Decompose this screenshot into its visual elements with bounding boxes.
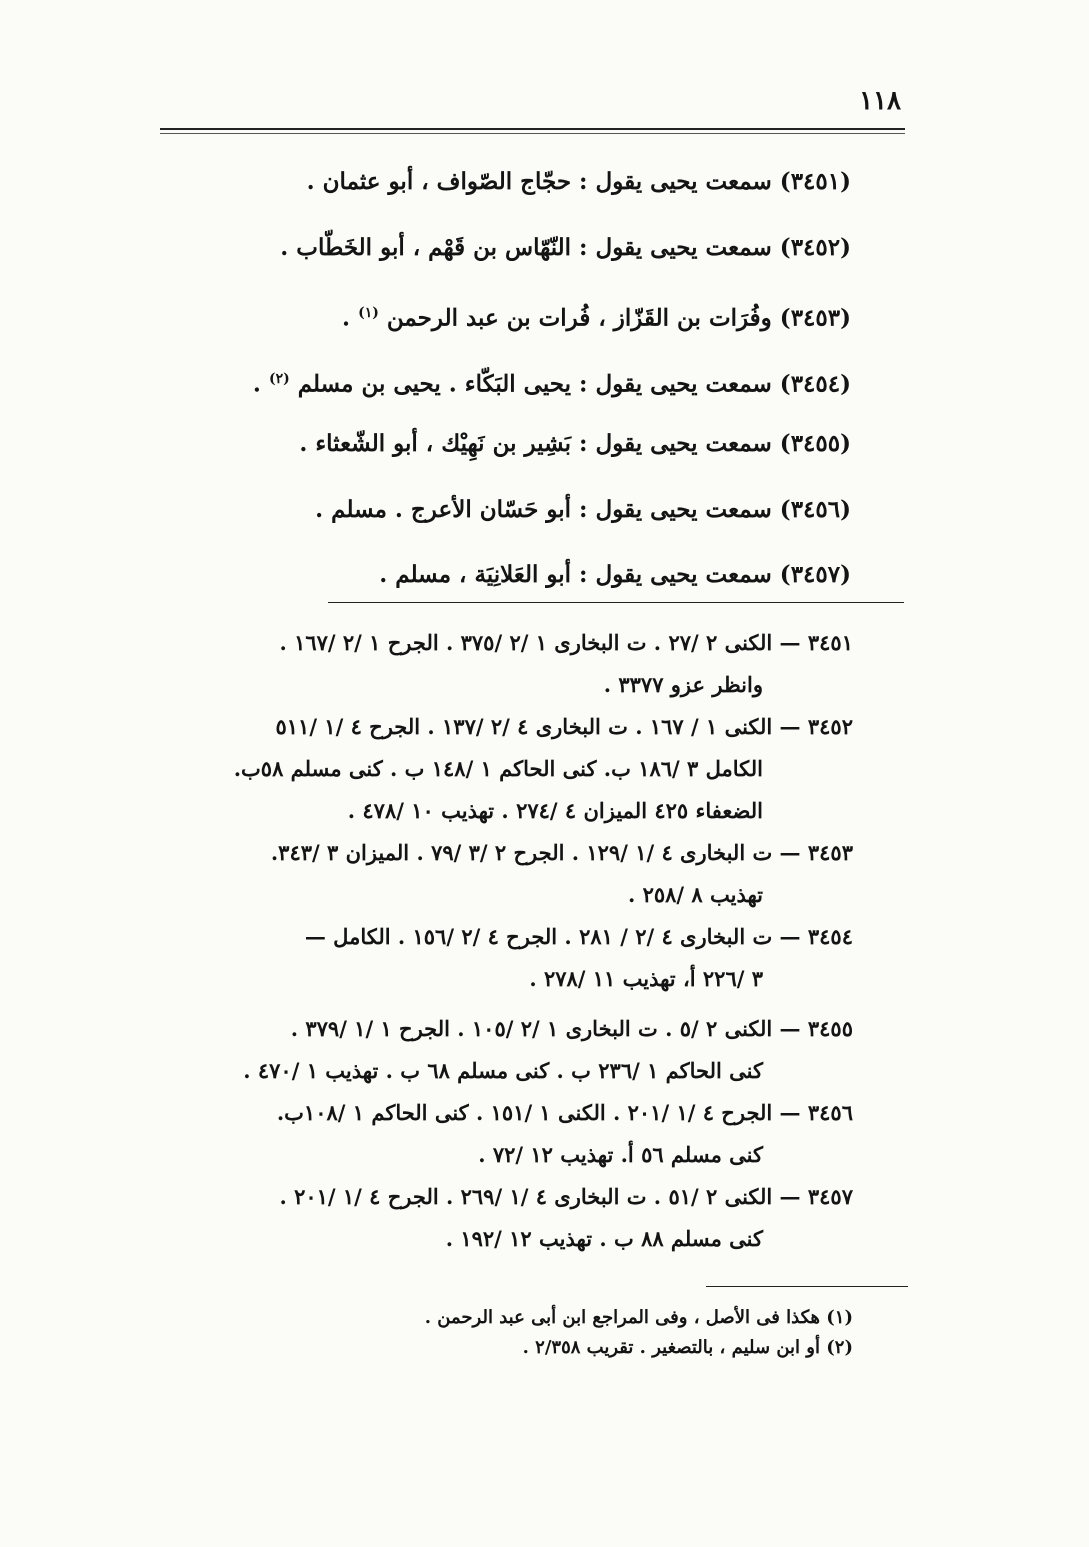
reference-line: ٣٤٥٣ — ت البخارى ٤ /١ /١٢٩ . الجرح ٢ /٣ /٧٩ . الميزان ٣ /٣٤٣. — [270, 840, 853, 865]
footnotes-section — [153, 1303, 853, 1363]
entry-3451: (٣٤٥١) سمعت يحيى يقول : حجّاج الصّواف ، أبو عثمان . — [306, 168, 851, 195]
entry-3455: (٣٤٥٥) سمعت يحيى يقول : بَشِير بن نَهِيْك ، أبو الشّعثاء . — [299, 430, 851, 457]
reference-line: ٣٤٥٥ — الكنى ٢ /٥ . ت البخارى ١ /٢ /١٠٥ . الجرح ١ /١ /٣٧٩ . — [290, 1016, 853, 1041]
reference-line: ٣٤٥١ — الكنى ٢ /٢٧ . ت البخارى ١ /٢ /٣٧٥ . الجرح ١ /٢ /١٦٧ . — [279, 630, 853, 655]
reference-3451 — [153, 622, 853, 706]
entry-3453-text: (٣٤٥٣) وفُرَات بن القَزّاز ، فُرات بن عبد الرحمن — [386, 304, 851, 332]
reference-3457 — [153, 1176, 853, 1260]
entry-3454-end: . — [252, 370, 269, 398]
entry-3454 — [191, 359, 851, 425]
header-rule-thin — [160, 133, 905, 134]
reference-line: كنى مسلم ٥٦ أ. تهذيب ١٢ /٧٢ . — [478, 1142, 763, 1167]
references-section — [153, 622, 853, 1260]
footnote-ref-2: (٢) — [268, 370, 290, 387]
reference-3452 — [153, 706, 853, 832]
references-separator — [328, 602, 904, 603]
entry-3453-end: . — [342, 304, 359, 332]
entry-3456: (٣٤٥٦) سمعت يحيى يقول : أبو حَسّان الأعرج . مسلم . — [315, 495, 851, 523]
footnote-ref-1: (١) — [358, 305, 379, 321]
reference-line: ٣٤٥٤ — ت البخارى ٤ /٢ / ٢٨١ . الجرح ٤ /٢ /١٥٦ . الكامل — — [304, 924, 853, 949]
reference-line: الكامل ٣ /١٨٦ ب. كنى الحاكم ١ /١٤٨ ب . كنى مسلم ٥٨ب. — [233, 756, 763, 781]
entry-3453 — [191, 293, 851, 359]
entry-3454-text: (٣٤٥٤) سمعت يحيى يقول : يحيى البَكّاء . يحيى بن مسلم — [297, 370, 851, 398]
footnote-1: (١) هكذا فى الأصل ، وفى المراجع ابن أبى عبد الرحمن . — [424, 1307, 853, 1328]
reference-3455 — [153, 1008, 853, 1092]
reference-line: ٣ /٢٢٦ أ، تهذيب ١١ /٢٧٨ . — [529, 966, 763, 991]
footnote-separator — [706, 1286, 908, 1287]
reference-line: ٣٤٥٢ — الكنى ١ / ١٦٧ . ت البخارى ٤ /٢ /١٣٧ . الجرح ٤ /١ /٥١١ — [275, 714, 853, 739]
footnote-2: (٢) أو ابن سليم ، بالتصغير . تقريب ٢/٣٥٨ . — [522, 1337, 853, 1358]
entry-3452: (٣٤٥٢) سمعت يحيى يقول : النّهّاس بن قَهْم ، أبو الخَطّاب . — [280, 233, 851, 261]
reference-3456 — [153, 1092, 853, 1176]
reference-line: ٣٤٥٦ — الجرح ٤ /١ /٢٠١ . الكنى ١ /١٥١ . كنى الحاكم ١ /١٠٨ب. — [276, 1100, 853, 1125]
reference-3453 — [153, 832, 853, 916]
entry-3457: (٣٤٥٧) سمعت يحيى يقول : أبو العَلانِيَة ، مسلم . — [379, 561, 851, 588]
reference-line: وانظر عزو ٣٣٧٧ . — [603, 672, 763, 697]
page-number: ١١٨ — [859, 86, 901, 116]
reference-line: الضعفاء ٤٢٥ الميزان ٤ /٢٧٤ . تهذيب ١٠ /٤٧٨ . — [347, 798, 763, 823]
reference-line: كنى مسلم ٨٨ ب . تهذيب ١٢ /١٩٢ . — [445, 1226, 763, 1251]
reference-line: كنى الحاكم ١ /٢٣٦ ب . كنى مسلم ٦٨ ب . تهذيب ١ /٤٧٠ . — [243, 1058, 763, 1083]
reference-line: ٣٤٥٧ — الكنى ٢ /٥١ . ت البخارى ٤ /١ /٢٦٩ . الجرح ٤ /١ /٢٠١ . — [279, 1184, 853, 1209]
narration-entries — [191, 162, 851, 621]
header-rule — [160, 128, 905, 130]
reference-3454 — [153, 916, 853, 1000]
reference-line: تهذيب ٨ /٢٥٨ . — [627, 882, 763, 907]
